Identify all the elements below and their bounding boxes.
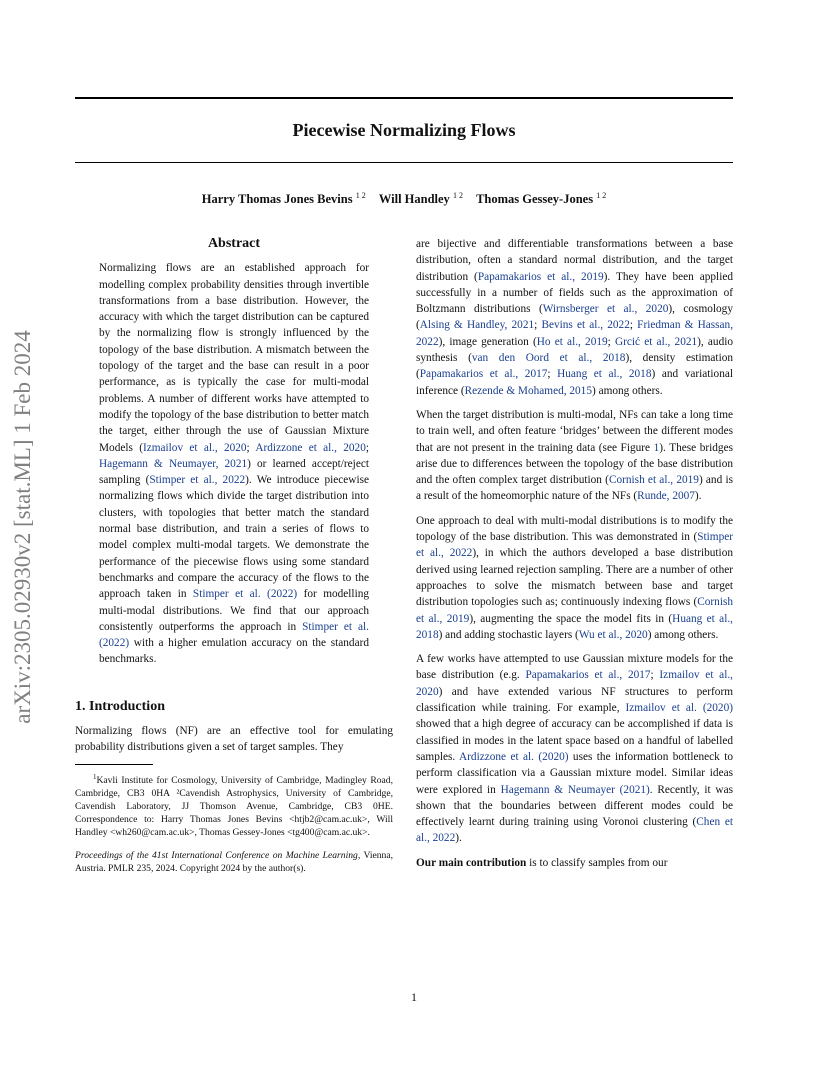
citation-link[interactable]: Ardizzone et al., 2020	[255, 441, 366, 454]
citation-link[interactable]: Izmailov et al., 2020	[416, 669, 733, 698]
arxiv-stamp: arXiv:2305.02930v2 [stat.ML] 1 Feb 2024	[10, 330, 35, 724]
title-rule	[75, 162, 733, 163]
citation-link[interactable]: Wirnsberger et al., 2020	[542, 303, 669, 316]
citation-link[interactable]: Papamakarios et al., 2019	[477, 270, 604, 283]
figure-link[interactable]: 1	[653, 441, 660, 454]
right-column	[416, 236, 733, 879]
citation-link[interactable]: Chen et al., 2022	[416, 816, 733, 845]
citation-link[interactable]: Papamakarios et al., 2017	[419, 368, 548, 381]
citation-link[interactable]: Izmailov et al. (2020)	[625, 702, 733, 715]
citation-link[interactable]: van den Oord et al., 2018	[471, 352, 626, 365]
author: Thomas Gessey-Jones $^{1 2}$	[476, 191, 607, 207]
citation-link[interactable]: Stimper et al., 2022	[149, 474, 246, 487]
abstract-text: Normalizing flows are an established approach for modelling complex probability densities through invertible transformations from a base distribution. However, the accuracy with which the target distribution can be captured by the normalizing flow is strongly influenced by the topology of the base distribution. A mismatch between the topology of the target and the base can result in a poor performance, as is typically the case for multi-modal problems. A number of different works have attempted to modify the topology of the base distribution to better match the target, either through the use of Gaussian Mixture Models (Izmailov et al., 2020; Ardizzone et al., 2020; Hagemann & Neumayer, 2021) or learned accept/reject sampling (Stimper et al., 2022). We introduce piecewise normalizing flows which divide the target distribution into clusters, with topologies that better match the standard normal base distribution, and train a series of flows to model complex multi-modal targets. We demonstrate the performance of the piecewise flows using some standard benchmarks and compare the accuracy of the flows to the approach taken in Stimper et al. (2022) for modelling multi-modal distributions. We find that our approach consistently outperforms the approach in Stimper et al. (2022) with a higher emulation accuracy on the standard benchmarks.	[99, 262, 370, 666]
citation-link[interactable]: Stimper et al. (2022)	[192, 588, 298, 601]
body-paragraph: are bijective and differentiable transformations between a base distribution, often a standard normal distribution, and the target distribution (Papamakarios et al., 2019). They have been applied successfully in a number of fields such as the approximation of Boltzmann distributions (Wirnsberger et al., 2020), cosmology (Alsing & Handley, 2021; Bevins et al., 2022; Friedman & Hassan, 2022), image generation (Ho et al., 2019; Grcić et al., 2021), audio synthesis (van den Oord et al., 2018), density estimation (Papamakarios et al., 2017; Huang et al., 2018) and variational inference (Rezende & Mohamed, 2015) among others.	[416, 238, 734, 397]
section-heading: 1. Introduction	[75, 698, 165, 714]
citation-link[interactable]: Runde, 2007	[637, 490, 695, 503]
citation-link[interactable]: Huang et al., 2018	[557, 368, 652, 381]
citation-link[interactable]: Cornish et al., 2019	[608, 474, 699, 487]
author-list	[75, 191, 733, 207]
citation-link[interactable]: Alsing & Handley, 2021	[419, 319, 535, 332]
left-column	[75, 236, 393, 875]
top-rule	[75, 97, 733, 99]
citation-link[interactable]: Stimper et al. (2022)	[99, 620, 369, 650]
citation-link[interactable]: Papamakarios et al., 2017	[525, 669, 651, 682]
citation-link[interactable]: Friedman & Hassan, 2022	[416, 319, 734, 348]
paper-title: Piecewise Normalizing Flows	[292, 120, 516, 140]
author: Will Handley $^{1 2}$	[378, 191, 463, 207]
body-paragraph: One approach to deal with multi-modal distributions is to modify the topology of the base distribution. This was demonstrated in (Stimper et al., 2022), in which the authors developed a base distribution derived using learned rejection sampling. There are a number of other approaches to solve the mismatch between base and target distribution topologies such as; continuously indexing flows (Cornish et al., 2019), augmenting the space the model fits in (Huang et al., 2018) and adding stochastic layers (Wu et al., 2020) among others.	[416, 514, 733, 641]
citation-link[interactable]: Ho et al., 2019	[536, 335, 608, 348]
author: Harry Thomas Jones Bevins $^{1 2}$	[201, 191, 366, 207]
citation-link[interactable]: Ardizzone et al. (2020)	[459, 750, 569, 763]
citation-link[interactable]: Cornish et al., 2019	[416, 596, 733, 625]
body-paragraph: Our main contribution is to classify samples from our	[416, 856, 668, 869]
abstract-heading: Abstract	[207, 236, 261, 251]
affiliation-footnote: $^1$Kavli Institute for Cosmology, University of Cambridge, Madingley Road, Cambridge, CB3 0HA ²Cavendish Astrophysics, University of Cambridge, Cavendish Laboratory, JJ Thomson Avenue, Cambridge, CB3 0HE. Correspondence to: Harry Thomas Jones Bevins <htjb2@cam.ac.uk>, Will Handley <wh260@cam.ac.uk>, Thomas Gessey-Jones <tg400@cam.ac.uk>.	[75, 772, 393, 838]
footnote-rule	[75, 764, 153, 765]
citation-link[interactable]: Hagemann & Neumayer, 2021	[99, 457, 248, 470]
citation-link[interactable]: Izmailov et al., 2020	[142, 441, 247, 454]
proceedings-note: Proceedings of the 41st International Conference on Machine Learning, Vienna, Austria. PMLR 235, 2024. Copyright 2024 by the author(s).	[75, 849, 393, 874]
citation-link[interactable]: Wu et al., 2020	[578, 628, 648, 641]
citation-link[interactable]: Huang et al., 2018	[416, 612, 733, 641]
citation-link[interactable]: Bevins et al., 2022	[541, 319, 630, 332]
citation-link[interactable]: Rezende & Mohamed, 2015	[464, 384, 592, 397]
intro-paragraph: Normalizing flows (NF) are an effective tool for emulating probability distributions given a set of target samples. They	[75, 725, 393, 754]
citation-link[interactable]: Grcić et al., 2021	[614, 335, 698, 348]
body-paragraph: A few works have attempted to use Gaussian mixture models for the base distribution (e.g. Papamakarios et al., 2017; Izmailov et al., 2020) and have extended various NF structures to perform classification while training. For example, Izmailov et al. (2020) showed that a high degree of accuracy can be accomplished if data is classified in modes in the latent space based on a handful of labelled samples. Ardizzone et al. (2020) uses the information bottleneck to perform classification via a Gaussian mixture model. Similar ideas were explored in Hagemann & Neumayer (2021). Recently, it was shown that the boundaries between different modes could be effectively learnt during training using Voronoi clustering (Chen et al., 2022).	[416, 653, 734, 845]
page-number: 1	[411, 990, 417, 1004]
body-paragraph: When the target distribution is multi-modal, NFs can take a long time to train well, and often feature ‘bridges’ between the different modes that are not present in the training data (see Figure 1). These bridges arise due to differences between the topology of the base distribution and the often complex target distribution (Cornish et al., 2019) and is a result of the homeomorphic nature of the NFs (Runde, 2007).	[416, 408, 733, 503]
citation-link[interactable]: Hagemann & Neumayer (2021)	[500, 783, 650, 796]
citation-link[interactable]: Stimper et al., 2022	[416, 531, 733, 560]
